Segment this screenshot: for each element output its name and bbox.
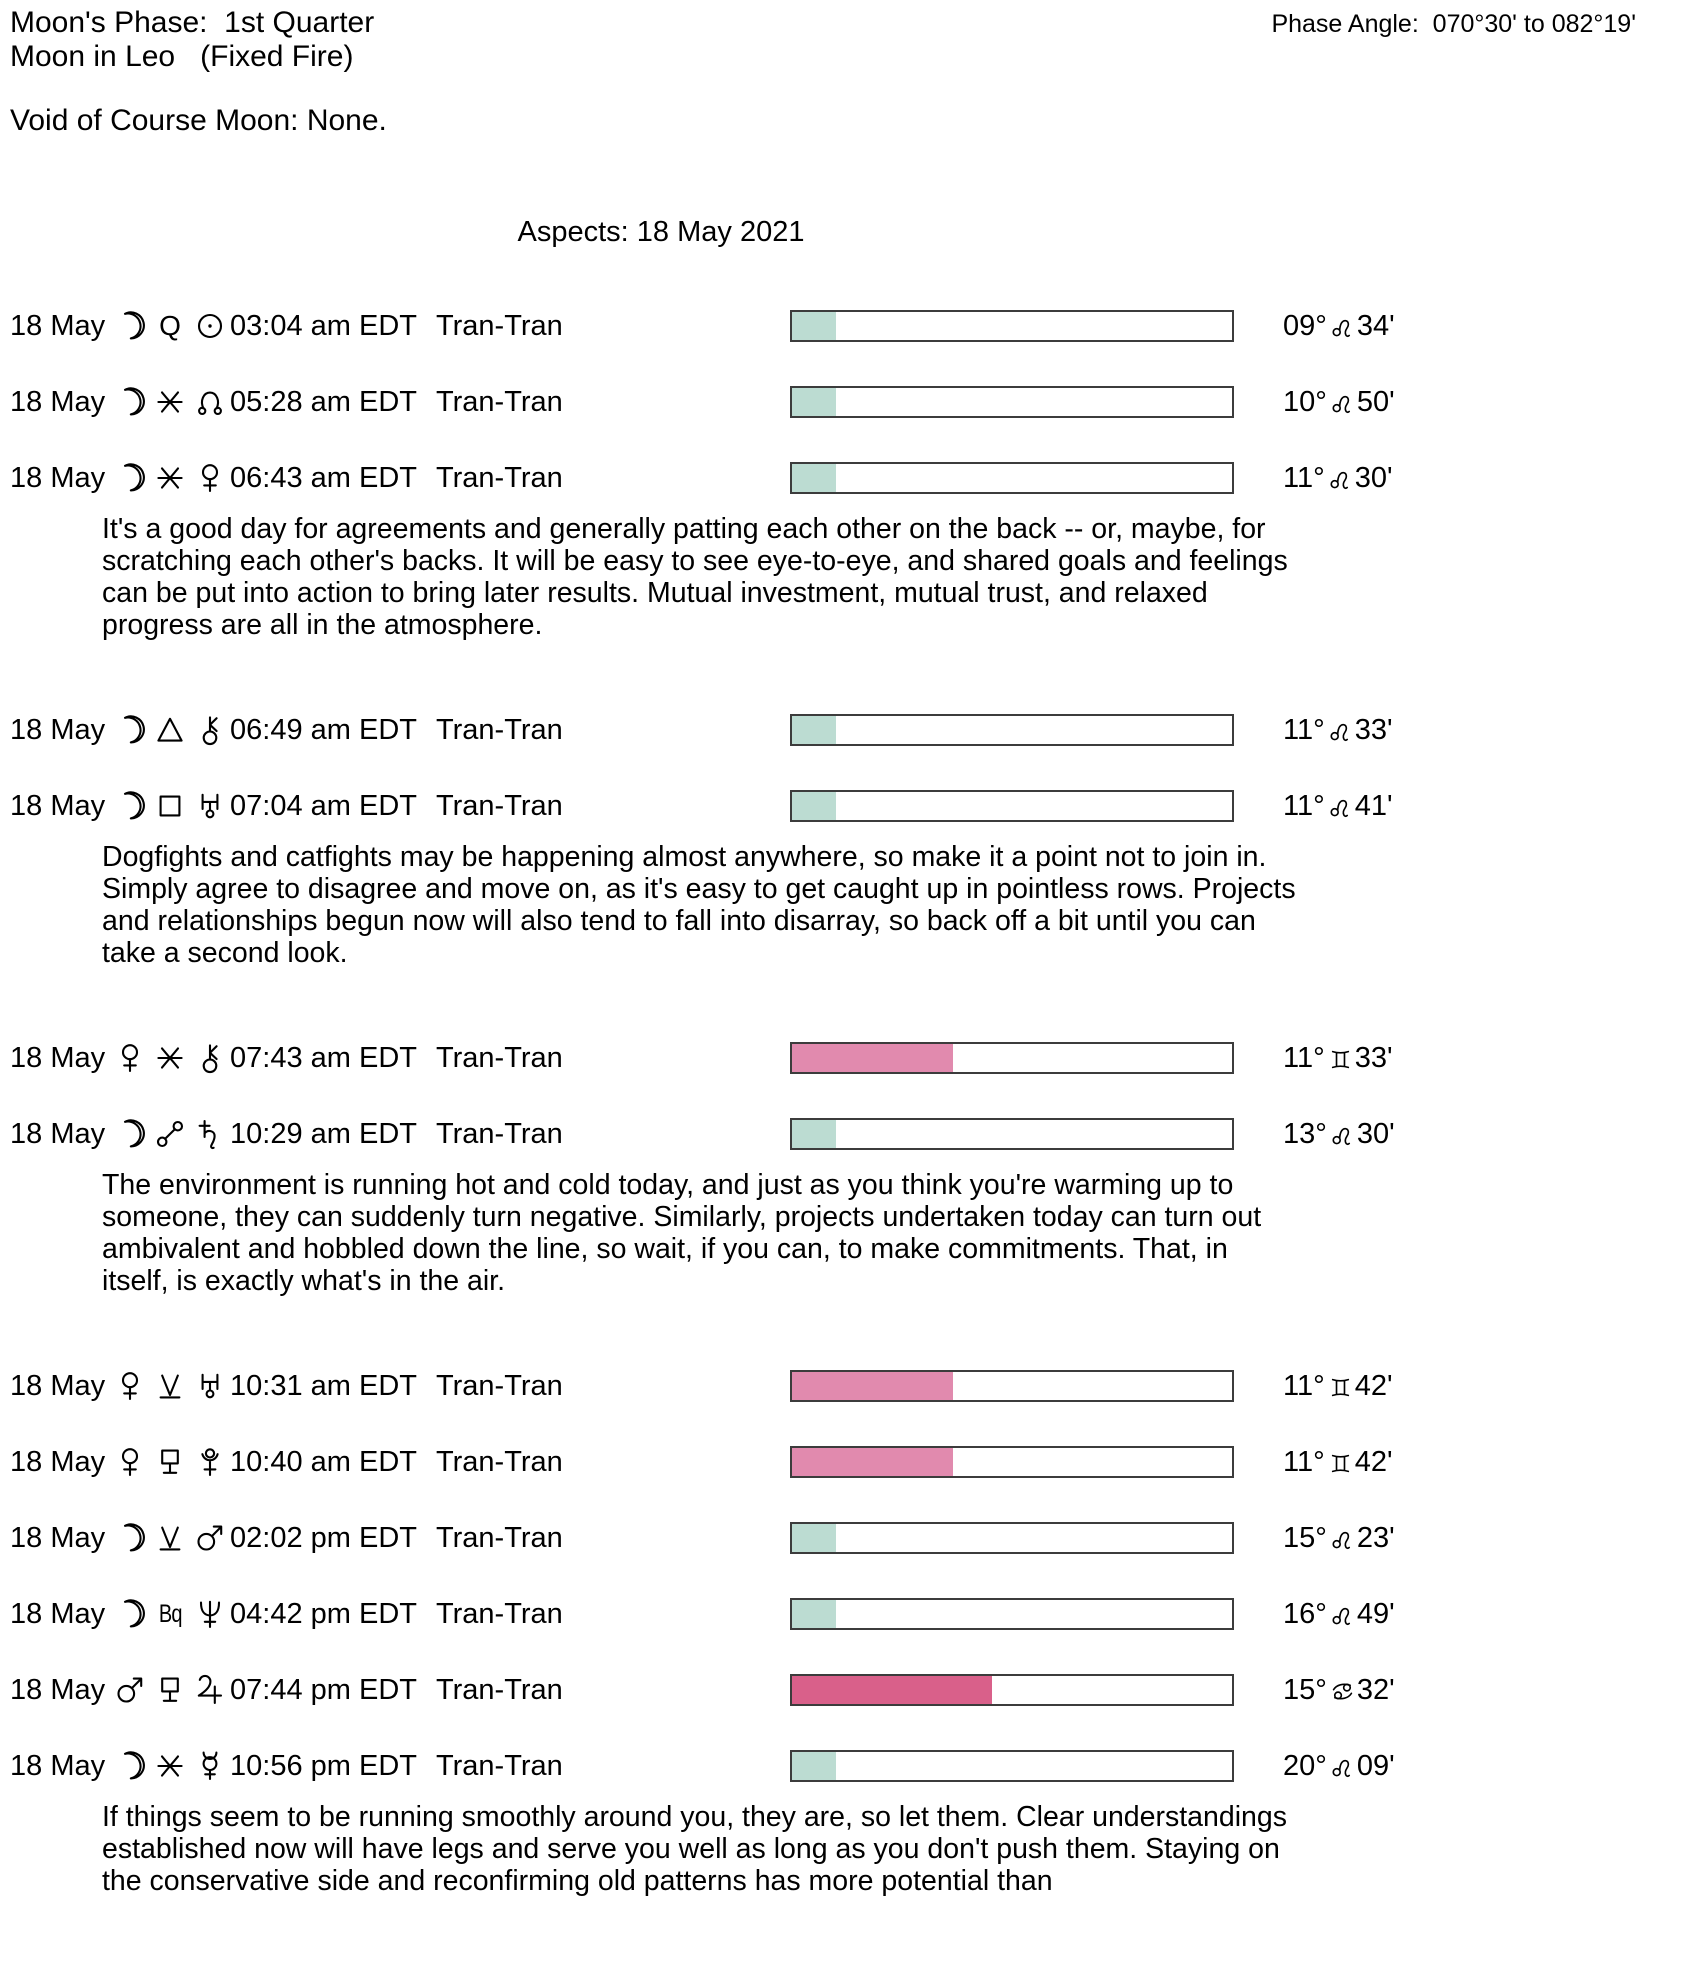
aspect-time: 04:42 pm EDT	[230, 1597, 417, 1630]
aspect-row	[10, 1369, 1688, 1403]
uranus-icon	[190, 1370, 230, 1402]
aspect-note: Dogfights and catfights may be happening almost anywhere, so make it a point not to join in. Simply agree to disagree and move on, as it's easy to get caught up in pointless rows. Projects and relationships begun now will also tend to fall into disarray, so back off a bit until you can take a second look.	[102, 841, 1296, 969]
orb-progress-fill	[792, 388, 836, 416]
neptune-icon	[190, 1598, 230, 1630]
pluto-icon	[190, 1446, 230, 1478]
aspect-time: 05:28 am EDT	[230, 385, 417, 418]
moon-icon	[110, 462, 150, 494]
aspect-type: Tran-Tran	[436, 461, 563, 494]
position-degrees: 20°	[1283, 1749, 1327, 1782]
sextile-icon	[150, 462, 190, 494]
orb-progress-fill	[792, 792, 836, 820]
aspect-row	[10, 1117, 1688, 1151]
aspect-row	[10, 1749, 1688, 1783]
position-degrees: 16°	[1283, 1597, 1327, 1630]
aspect-date: 18 May	[10, 1673, 106, 1706]
venus-icon	[110, 1370, 150, 1402]
aspect-type: Tran-Tran	[436, 789, 563, 822]
position-degrees: 11°	[1283, 461, 1325, 494]
moon-icon	[110, 1750, 150, 1782]
position-degrees: 11°	[1283, 713, 1325, 746]
aspect-note: If things seem to be running smoothly around you, they are, so let them. Clear understandings established now will have legs and serve you well as long as you don't push them. Staying on the conservative side and reconfirming old patterns has more potential than	[102, 1801, 1288, 1897]
aspect-position	[1283, 1041, 1393, 1075]
orb-progress-bar	[790, 1750, 1234, 1782]
orb-progress-fill	[792, 716, 836, 744]
aspect-row	[10, 461, 1688, 495]
orb-progress-bar	[790, 1674, 1234, 1706]
opposition-icon	[150, 1118, 190, 1150]
aspect-type: Tran-Tran	[436, 1117, 563, 1150]
aspect-type: Tran-Tran	[436, 309, 563, 342]
moon-icon	[110, 714, 150, 746]
jupiter-icon	[190, 1674, 230, 1706]
orb-progress-bar	[790, 310, 1234, 342]
aspect-date: 18 May	[10, 713, 106, 746]
mercury-icon	[190, 1750, 230, 1782]
orb-progress-bar	[790, 714, 1234, 746]
venus-icon	[110, 1042, 150, 1074]
orb-progress-fill	[792, 1044, 953, 1072]
aspect-position	[1283, 385, 1395, 419]
moon-icon	[110, 1598, 150, 1630]
aspect-type: Tran-Tran	[436, 1369, 563, 1402]
position-minutes: 33'	[1354, 1041, 1393, 1074]
aspect-type: Tran-Tran	[436, 385, 563, 418]
position-minutes: 41'	[1354, 789, 1393, 822]
gemini-sign-icon	[1325, 1045, 1355, 1072]
aspect-time: 07:04 am EDT	[230, 789, 417, 822]
orb-progress-fill	[792, 1120, 836, 1148]
moon-icon	[110, 790, 150, 822]
leo-sign-icon	[1327, 1121, 1357, 1148]
aspect-date: 18 May	[10, 1445, 106, 1478]
aspect-date: 18 May	[10, 309, 106, 342]
aspect-date: 18 May	[10, 1749, 106, 1782]
position-minutes: 09'	[1356, 1749, 1395, 1782]
orb-progress-bar	[790, 1598, 1234, 1630]
sesquiquadrate-icon	[150, 1674, 190, 1706]
aspect-position	[1283, 1445, 1393, 1479]
position-minutes: 33'	[1354, 713, 1393, 746]
aspect-time: 07:43 am EDT	[230, 1041, 417, 1074]
leo-sign-icon	[1327, 1525, 1357, 1552]
square-icon	[150, 790, 190, 822]
aspect-row	[10, 1521, 1688, 1555]
leo-sign-icon	[1327, 389, 1357, 416]
aspect-position	[1283, 309, 1395, 343]
chiron-icon	[190, 714, 230, 746]
mars-icon	[110, 1674, 150, 1706]
aspect-date: 18 May	[10, 385, 106, 418]
sextile-icon	[150, 386, 190, 418]
semisextile-icon	[150, 1370, 190, 1402]
aspect-position	[1283, 1369, 1393, 1403]
aspect-position	[1283, 713, 1393, 747]
aspect-date: 18 May	[10, 789, 106, 822]
leo-sign-icon	[1327, 1601, 1357, 1628]
orb-progress-bar	[790, 1446, 1234, 1478]
aspect-type: Tran-Tran	[436, 1445, 563, 1478]
orb-progress-bar	[790, 462, 1234, 494]
orb-progress-fill	[792, 1600, 836, 1628]
position-minutes: 42'	[1354, 1369, 1393, 1402]
orb-progress-bar	[790, 1522, 1234, 1554]
orb-progress-bar	[790, 1042, 1234, 1074]
moon-icon	[110, 1118, 150, 1150]
aspect-time: 02:02 pm EDT	[230, 1521, 417, 1554]
position-degrees: 11°	[1283, 1369, 1325, 1402]
aspect-date: 18 May	[10, 461, 106, 494]
aspect-date: 18 May	[10, 1041, 106, 1074]
phase-angle: Phase Angle: 070°30' to 082°19'	[1271, 10, 1636, 38]
mars-icon	[190, 1522, 230, 1554]
position-degrees: 15°	[1283, 1673, 1327, 1706]
position-minutes: 49'	[1356, 1597, 1395, 1630]
aspect-row	[10, 1041, 1688, 1075]
orb-progress-bar	[790, 790, 1234, 822]
moons-phase-line: Moon's Phase: 1st Quarter	[10, 6, 375, 39]
aspect-type: Tran-Tran	[436, 713, 563, 746]
position-degrees: 15°	[1283, 1521, 1327, 1554]
orb-progress-fill	[792, 464, 836, 492]
venus-icon	[110, 1446, 150, 1478]
aspect-row	[10, 713, 1688, 747]
leo-sign-icon	[1325, 717, 1355, 744]
aspect-date: 18 May	[10, 1597, 106, 1630]
orb-progress-fill	[792, 1448, 953, 1476]
orb-progress-fill	[792, 1524, 836, 1552]
aspect-type: Tran-Tran	[436, 1521, 563, 1554]
aspect-position	[1283, 461, 1393, 495]
saturn-icon	[190, 1118, 230, 1150]
quintile-icon: Q	[159, 310, 181, 341]
semisextile-icon	[150, 1522, 190, 1554]
position-minutes: 23'	[1356, 1521, 1395, 1554]
leo-sign-icon	[1325, 465, 1355, 492]
orb-progress-bar	[790, 1118, 1234, 1150]
aspects-title: Aspects: 18 May 2021	[517, 216, 805, 248]
orb-progress-fill	[792, 1676, 992, 1704]
aspect-row	[10, 789, 1688, 823]
leo-sign-icon	[1327, 1753, 1357, 1780]
chiron-icon	[190, 1042, 230, 1074]
sesquiquadrate-icon	[150, 1446, 190, 1478]
aspect-position	[1283, 1521, 1395, 1555]
aspect-type: Tran-Tran	[436, 1041, 563, 1074]
leo-sign-icon	[1327, 313, 1357, 340]
orb-progress-fill	[792, 1752, 836, 1780]
trine-icon	[150, 714, 190, 746]
aspect-date: 18 May	[10, 1369, 106, 1402]
moon-icon	[110, 1522, 150, 1554]
aspect-type: Tran-Tran	[436, 1749, 563, 1782]
aspect-time: 10:31 am EDT	[230, 1369, 417, 1402]
leo-sign-icon	[1325, 793, 1355, 820]
aspect-type: Tran-Tran	[436, 1673, 563, 1706]
position-degrees: 11°	[1283, 789, 1325, 822]
gemini-sign-icon	[1325, 1373, 1355, 1400]
orb-progress-fill	[792, 312, 836, 340]
aspect-row	[10, 1673, 1688, 1707]
orb-progress-bar	[790, 1370, 1234, 1402]
position-minutes: 32'	[1356, 1673, 1395, 1706]
biquintile-icon: Bq	[158, 1599, 182, 1628]
uranus-icon	[190, 790, 230, 822]
sextile-icon	[150, 1750, 190, 1782]
aspect-position	[1283, 1597, 1395, 1631]
aspect-time: 10:29 am EDT	[230, 1117, 417, 1150]
moon-in-sign-line: Moon in Leo (Fixed Fire)	[10, 40, 354, 73]
aspect-time: 06:49 am EDT	[230, 713, 417, 746]
aspect-row	[10, 309, 1688, 343]
sextile-icon	[150, 1042, 190, 1074]
aspect-row	[10, 1445, 1688, 1479]
aspect-type: Tran-Tran	[436, 1597, 563, 1630]
aspect-position	[1283, 1673, 1395, 1707]
position-degrees: 13°	[1283, 1117, 1327, 1150]
aspect-position	[1283, 1117, 1395, 1151]
aspect-date: 18 May	[10, 1117, 106, 1150]
position-minutes: 42'	[1354, 1445, 1393, 1478]
aspect-list	[10, 309, 1688, 1897]
position-minutes: 30'	[1356, 1117, 1395, 1150]
aspect-time: 06:43 am EDT	[230, 461, 417, 494]
aspect-time: 10:40 am EDT	[230, 1445, 417, 1478]
aspect-row	[10, 1597, 1688, 1631]
aspect-date: 18 May	[10, 1521, 106, 1554]
position-minutes: 50'	[1356, 385, 1395, 418]
venus-icon	[190, 462, 230, 494]
position-degrees: 10°	[1283, 385, 1327, 418]
aspect-time: 03:04 am EDT	[230, 309, 417, 342]
aspect-time: 10:56 pm EDT	[230, 1749, 417, 1782]
position-degrees: 11°	[1283, 1041, 1325, 1074]
orb-progress-bar	[790, 386, 1234, 418]
position-degrees: 11°	[1283, 1445, 1325, 1478]
void-of-course-line: Void of Course Moon: None.	[10, 104, 387, 137]
position-degrees: 09°	[1283, 309, 1327, 342]
moon-icon	[110, 310, 150, 342]
north-node-icon	[190, 386, 230, 418]
orb-progress-fill	[792, 1372, 953, 1400]
aspect-position	[1283, 789, 1393, 823]
aspect-position	[1283, 1749, 1395, 1783]
gemini-sign-icon	[1325, 1449, 1355, 1476]
position-minutes: 30'	[1354, 461, 1393, 494]
aspect-row	[10, 385, 1688, 419]
aspect-note: The environment is running hot and cold today, and just as you think you're warming up to someone, they can suddenly turn negative. Similarly, projects undertaken today can turn out ambivalent and hobbled down the line, so wait, if you can, to make commitments. That, in itself, is exactly what's in the air.	[102, 1169, 1262, 1297]
moon-icon	[110, 386, 150, 418]
aspect-note: It's a good day for agreements and generally patting each other on the back -- or, maybe, for scratching each other's backs. It will be easy to see eye-to-eye, and shared goals and feelings can be put into action to bring later results. Mutual investment, mutual trust, and relaxed progress are all in the atmosphere.	[102, 513, 1288, 641]
aspect-time: 07:44 pm EDT	[230, 1673, 417, 1706]
position-minutes: 34'	[1356, 309, 1395, 342]
cancer-sign-icon	[1327, 1677, 1357, 1704]
sun-icon	[190, 310, 230, 342]
